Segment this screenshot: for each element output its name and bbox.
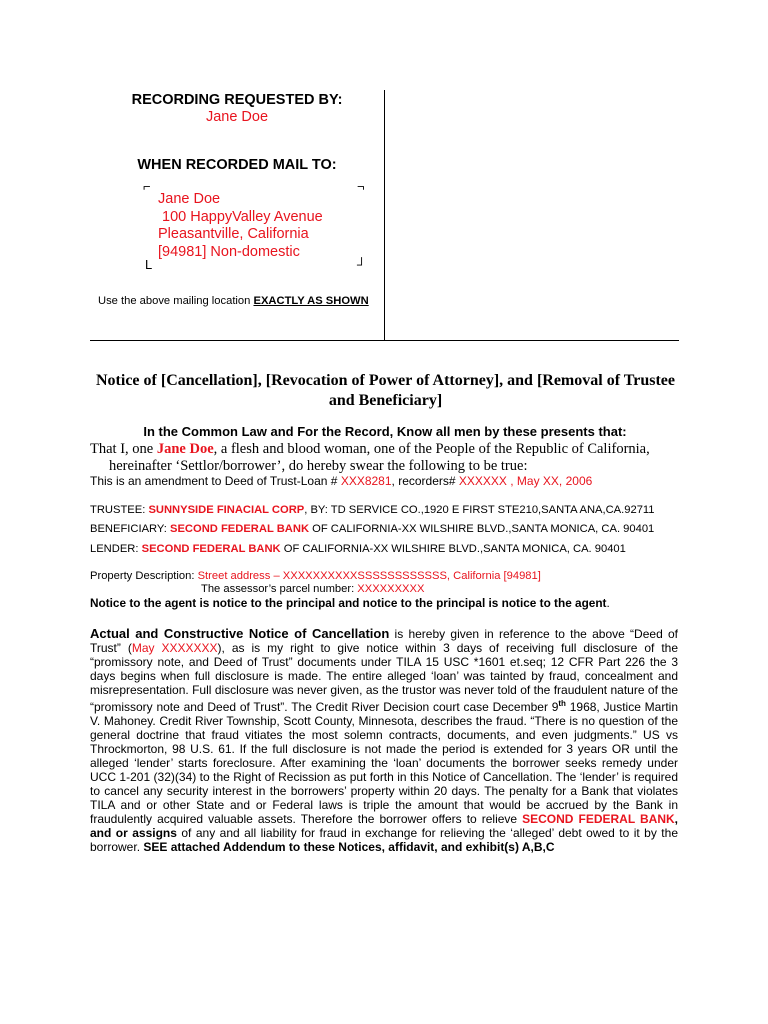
body-text-1: is hereby given in reference to the above “Deed of Trust” ( (90, 627, 679, 655)
settlor-name: Jane Doe (156, 441, 214, 457)
trustee-name: SUNNYSIDE FINACIAL CORP (148, 504, 305, 516)
amendment-line (90, 474, 592, 488)
trustee-label: TRUSTEE: (90, 504, 149, 516)
header-horizontal-divider (90, 340, 679, 341)
body-date: May XXXXXXX (131, 641, 218, 655)
agent-notice-text: Notice to the agent is notice to the principal and notice to the principal is notice to the agent (90, 596, 607, 610)
when-recorded-label: WHEN RECORDED MAIL TO: (137, 157, 337, 173)
property-description-line (90, 570, 541, 582)
beneficiary-address: OF CALIFORNIA-XX WILSHIRE BLVD.,SANTA MONICA, CA. 90401 (309, 523, 655, 535)
property-value: Street address – XXXXXXXXXXSSSSSSSSSSSS, California [94981] (197, 570, 541, 582)
intro-text-2: , a flesh and blood woman, one of the People of the Republic of California, (213, 441, 650, 457)
lender-line (90, 543, 626, 555)
agent-notice-period: . (606, 596, 610, 610)
corner-bottom-right: ┘ (357, 257, 367, 272)
body-superscript: th (558, 699, 566, 708)
beneficiary-label: BENEFICIARY: (90, 523, 170, 535)
cancellation-lead: Actual and Constructive Notice of Cancellation (90, 626, 390, 641)
trustee-line (90, 504, 655, 516)
cancellation-paragraph (90, 627, 678, 854)
mailing-address (158, 191, 358, 261)
corner-bottom-left: L (145, 257, 153, 272)
common-law-heading: In the Common Law and For the Record, Know all men by these presents that: (143, 424, 627, 439)
header-vertical-divider (384, 90, 385, 340)
intro-text-1: That I, one (90, 441, 157, 457)
document-title: Notice of [Cancellation], [Revocation of Power of Attorney], and [Removal of Trustee and Beneficiary] (96, 372, 675, 409)
address-line-street: 100 HappyValley Avenue (162, 208, 323, 225)
beneficiary-line (90, 523, 654, 535)
parcel-label: The assessor’s parcel number: (201, 583, 358, 595)
body-text-2: ), as is my right to give notice within 3 days of receiving full disclosure of the “promissory note, and Deed of Trust” documents under TILA 15 USC *1601 et.seq; 12 CFR Part 226 the 3 days begins when full disclosure is made. The entire alleged ‘loan’ was tainted by fraud, concealment and misrepresentation. Full disclosure was never given, as the trustor was never told of the fraudulent nature of the “promissory note and Deed of Trust”. The Credit River Decision court case December 9 (90, 641, 679, 714)
corner-top-left: ⌐ (143, 179, 151, 194)
parcel-line (201, 583, 424, 595)
lender-label: LENDER: (90, 543, 142, 555)
body-assigns: , and or assigns (90, 812, 678, 840)
parcel-number: XXXXXXXXX (357, 583, 425, 595)
recording-requested-label: RECORDING REQUESTED BY: (131, 92, 343, 108)
amendment-mid: , recorders# (391, 474, 459, 488)
mailing-note-text: Use the above mailing location (98, 295, 254, 307)
lender-name: SECOND FEDERAL BANK (141, 543, 281, 555)
mailing-note-emphasis: EXACTLY AS SHOWN (253, 295, 369, 307)
loan-number: XXX8281 (340, 474, 392, 488)
lender-address: OF CALIFORNIA-XX WILSHIRE BLVD.,SANTA MONICA, CA. 90401 (280, 543, 626, 555)
requester-name: Jane Doe (205, 109, 269, 125)
body-addendum-note: SEE attached Addendum to these Notices, affidavit, and exhibit(s) A,B,C (143, 840, 555, 854)
beneficiary-name: SECOND FEDERAL BANK (170, 523, 310, 535)
address-line-city: Pleasantville, California (158, 226, 309, 242)
address-line-zip: [94981] Non-domestic (158, 243, 300, 260)
body-text-3: 1968, Justice Martin V. Mahoney. Credit River Township, Scott County, Minnesota, describes the fraud. “There is no question of the general doctrine that fraud vitiates the most solemn contracts, documents, and even judgments.” US vs Throckmorton, 98 U.S. 61. If the full disclosure is not made the period is extended for 3 years OR until the alleged ‘lender’ starts foreclosure. After examining the ‘loan’ documents the borrower seeks remedy under UCC 1-201 (32)(34) to the Right of Recission as put forth in this Notice of Cancellation. The ‘lender’ is required to cancel any security interest in the borrowers’ property within 20 days. The penalty for a Bank that violates TILA and or other State and or Federal laws is triple the amount that would be accrued by the Bank in fraudulently acquired valuable assets. Therefore the borrower offers to relieve (90, 700, 678, 826)
recorders-number: XXXXXX , May XX, 2006 (458, 474, 593, 488)
address-line-name: Jane Doe (158, 191, 221, 207)
body-bank-name: SECOND FEDERAL BANK (522, 812, 675, 826)
property-label: Property Description: (90, 570, 198, 582)
mailing-note (98, 295, 383, 307)
trustee-address: , BY: TD SERVICE CO.,1920 E FIRST STE210,SANTA ANA,CA.92711 (304, 504, 655, 516)
intro-line-2: hereinafter ‘Settlor/borrower’, do hereby swear the following to be true: (109, 458, 528, 474)
agent-notice (90, 596, 610, 610)
body-text-5: of any and all liability for fraud in exchange for relieving the ‘alleged’ debt owed to it by the borrower. (90, 826, 678, 854)
corner-top-right: ¬ (357, 179, 365, 194)
amendment-prefix: This is an amendment to Deed of Trust-Loan # (90, 474, 341, 488)
intro-line-1 (90, 441, 690, 458)
